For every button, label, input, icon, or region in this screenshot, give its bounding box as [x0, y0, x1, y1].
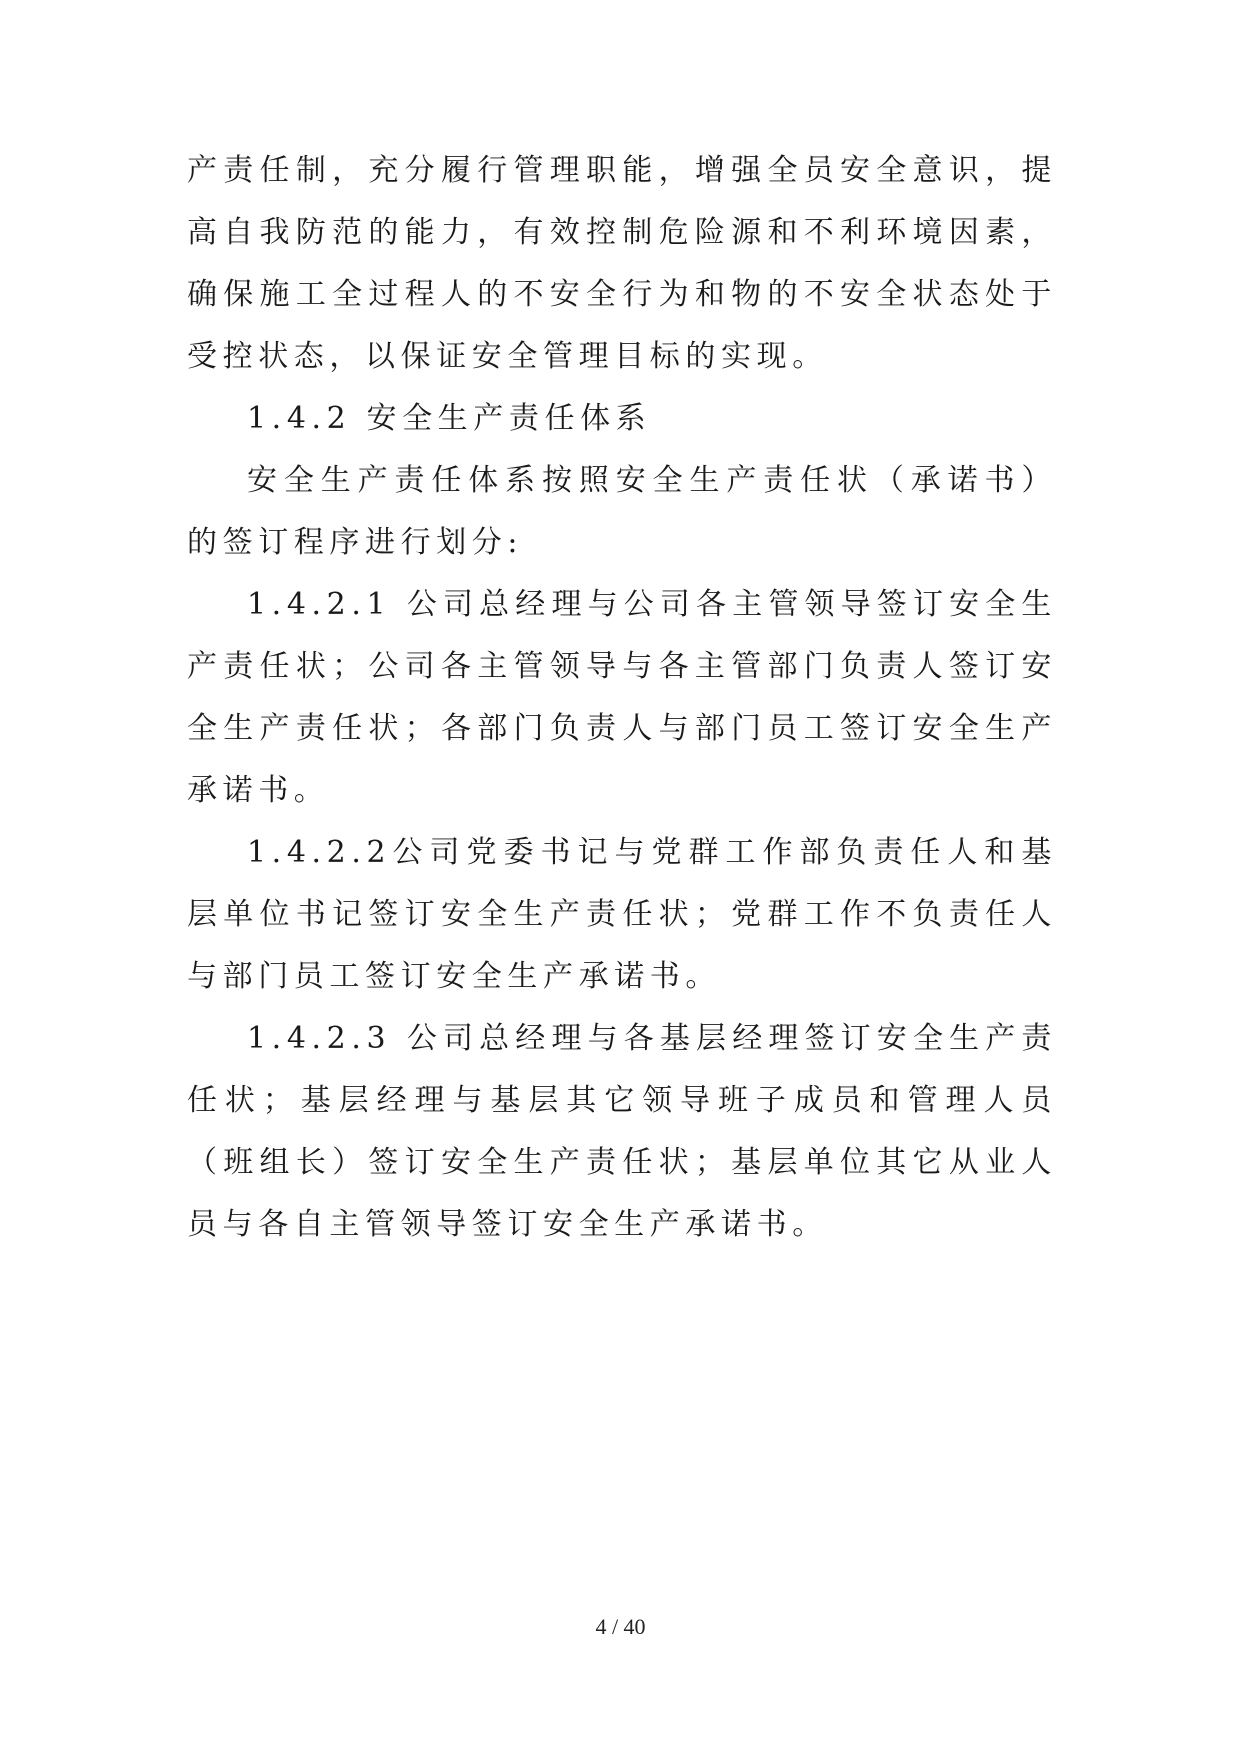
document-body [187, 140, 1057, 1256]
page-number: 4 / 40 [595, 1614, 646, 1639]
paragraph-1-4-2-2: 1.4.2.2公司党委书记与党群工作部负责任人和基层单位书记签订安全生产责任状；党群工作不负责任人与部门员工签订安全生产承诺书。 [187, 835, 1057, 994]
paragraph-1-4-2-1: 1.4.2.1 公司总经理与公司各主管领导签订安全生产责任状；公司各主管领导与各主管部门负责人签订安全生产责任状；各部门负责人与部门员工签订安全生产承诺书。 [187, 587, 1057, 808]
paragraph-1-4-2-3: 1.4.2.3 公司总经理与各基层经理签订安全生产责任状；基层经理与基层其它领导班子成员和管理人员（班组长）签订安全生产责任状；基层单位其它从业人员与各自主管领导签订安全生产承诺书。 [187, 1021, 1057, 1242]
paragraph-continuation: 产责任制，充分履行管理职能，增强全员安全意识，提高自我防范的能力，有效控制危险源和不利环境因素，确保施工全过程人的不安全行为和物的不安全状态处于受控状态，以保证安全管理目标的实现。 [187, 153, 1057, 374]
section-heading-1-4-2: 1.4.2 安全生产责任体系 [247, 401, 652, 436]
paragraph-responsibility-system: 安全生产责任体系按照安全生产责任状（承诺书）的签订程序进行划分: [187, 463, 1057, 560]
